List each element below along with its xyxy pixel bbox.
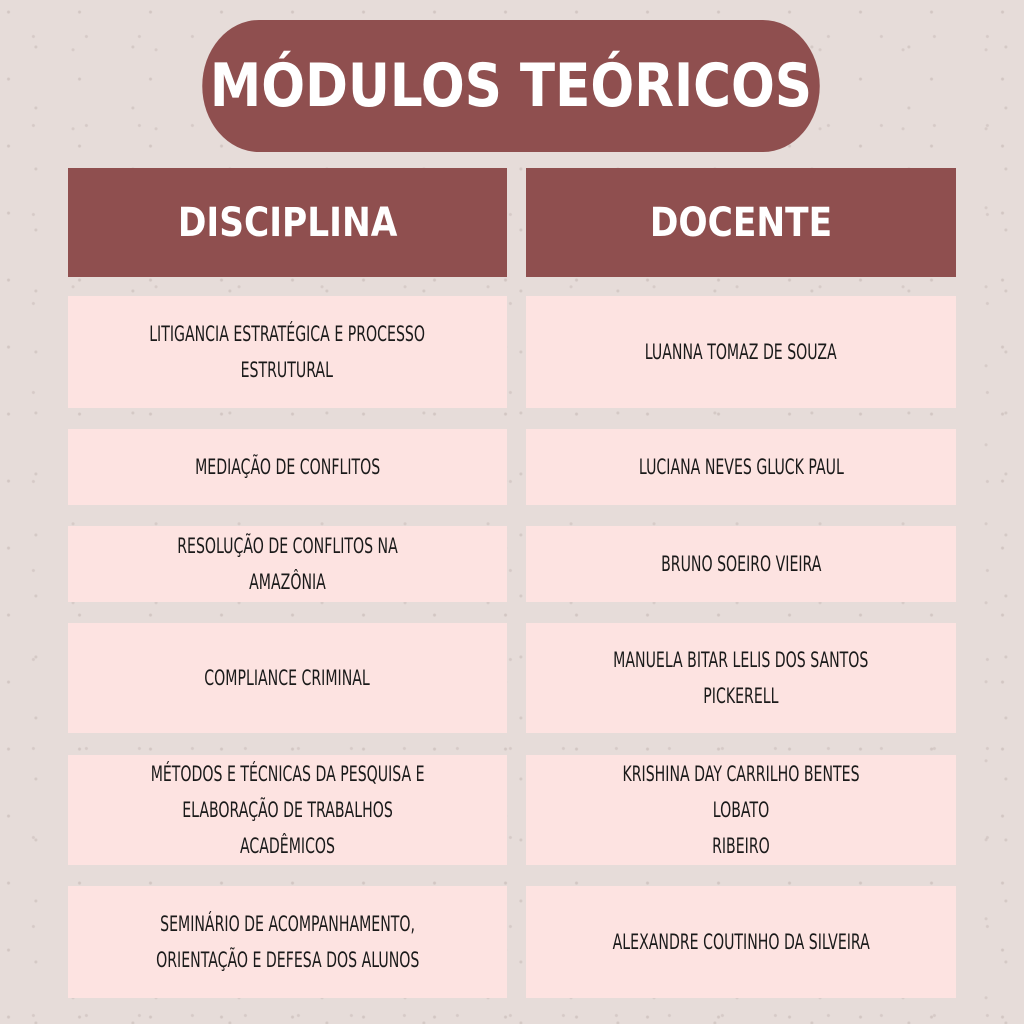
cell-line: RIBEIRO bbox=[712, 834, 770, 858]
cell-text bbox=[116, 528, 460, 600]
cell-line: BRUNO SOEIRO VIEIRA bbox=[660, 552, 822, 576]
cell-line: ORIENTAÇÃO E DEFESA DOS ALUNOS bbox=[155, 948, 420, 972]
table-cell-disciplina bbox=[68, 296, 507, 408]
cell-text bbox=[175, 449, 401, 485]
cell-text bbox=[585, 642, 896, 714]
cell-line: SEMINÁRIO DE ACOMPANHAMENTO, bbox=[160, 912, 415, 936]
cell-line: LUANNA TOMAZ DE SOUZA bbox=[645, 340, 837, 364]
cell-text bbox=[624, 334, 858, 370]
table-cell-docente bbox=[526, 296, 956, 408]
table-cell-docente bbox=[526, 886, 956, 998]
cell-line: MEDIAÇÃO DE CONFLITOS bbox=[194, 455, 381, 479]
page-title bbox=[202, 20, 819, 152]
table-cell-docente bbox=[526, 526, 956, 602]
cell-text bbox=[127, 906, 448, 978]
cell-text bbox=[573, 756, 909, 864]
page-title-text: MÓDULOS TEÓRICOS bbox=[209, 51, 813, 121]
table-cell-disciplina bbox=[68, 755, 507, 865]
cell-text bbox=[643, 546, 839, 582]
header-disciplina-label: DISCIPLINA bbox=[177, 199, 398, 246]
cell-line: KRISHINA DAY CARRILHO BENTES LOBATO bbox=[622, 762, 860, 822]
cell-text bbox=[584, 924, 898, 960]
cell-line: LITIGANCIA ESTRATÉGICA E PROCESSO bbox=[149, 322, 426, 346]
cell-line: ALEXANDRE COUTINHO DA SILVEIRA bbox=[612, 930, 870, 954]
cell-text bbox=[116, 756, 460, 864]
table-cell-docente bbox=[526, 755, 956, 865]
cell-text bbox=[616, 449, 866, 485]
table-cell-disciplina bbox=[68, 886, 507, 998]
cell-text bbox=[119, 316, 455, 388]
table-cell-disciplina bbox=[68, 623, 507, 733]
cell-text bbox=[187, 660, 389, 696]
table-cell-docente bbox=[526, 623, 956, 733]
cell-line: ELABORAÇÃO DE TRABALHOS ACADÊMICOS bbox=[182, 798, 393, 858]
cell-line: MÉTODOS E TÉCNICAS DA PESQUISA E bbox=[150, 762, 425, 786]
table-cell-disciplina bbox=[68, 429, 507, 505]
header-disciplina bbox=[68, 168, 507, 277]
table-cell-disciplina bbox=[68, 526, 507, 602]
header-docente-label: DOCENTE bbox=[649, 199, 833, 246]
cell-line: RESOLUÇÃO DE CONFLITOS NA AMAZÔNIA bbox=[177, 534, 398, 594]
cell-line: ESTRUTURAL bbox=[241, 358, 334, 382]
cell-line: LUCIANA NEVES GLUCK PAUL bbox=[638, 455, 844, 479]
cell-line: MANUELA BITAR LELIS DOS SANTOS bbox=[613, 648, 869, 672]
cell-line: COMPLIANCE CRIMINAL bbox=[204, 666, 371, 690]
table-cell-docente bbox=[526, 429, 956, 505]
cell-line: PICKERELL bbox=[703, 684, 779, 708]
header-docente bbox=[526, 168, 956, 277]
